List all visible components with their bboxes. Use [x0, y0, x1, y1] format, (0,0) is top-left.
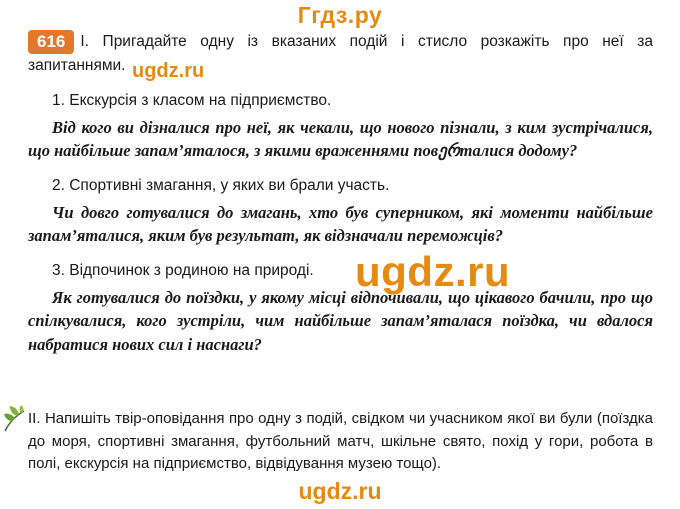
exercise-content — [28, 30, 653, 356]
task-questions-3: Як готувалися до поїздки, у якому місці відпочивали, що цікавого бачили, про що спілкувалися, кого зустріли, чим найбільше запам’яталася поїздка, чи вдалося набратися нових сил і наснаги? — [28, 287, 653, 354]
task-title-3: 3. Відпочинок з родиною на природі. — [52, 261, 314, 279]
exercise-part-two — [28, 408, 653, 476]
task-questions-1: Від кого ви дізналися про неї, як чекали, що нового пізнали, з ким зустрічалися, що найбільше запам’яталося, з якими враженнями повერталися додому? — [28, 117, 653, 161]
watermark-bottom: ugdz.ru — [298, 478, 382, 504]
exercise-number-badge: 616 — [28, 30, 74, 54]
task-title-2: 2. Спортивні змагання, у яких ви брали участь. — [52, 176, 390, 194]
watermark-mid-small: ugdz.ru — [132, 60, 205, 82]
task-title-1: 1. Екскурсія з класом на підприємство. — [52, 91, 332, 109]
exercise-intro-paragraph — [28, 30, 653, 78]
part-one-label: I. — [80, 33, 89, 51]
exercise-intro-text: Пригадайте одну із вказаних подій і стисло розкажіть про неї за запитаннями. — [28, 33, 653, 74]
watermark-mid-large: ugdz.ru — [355, 248, 511, 295]
leaf-icon — [2, 405, 28, 433]
task-questions-2: Чи довго готувалися до змагань, хто був суперником, які моменти найбільше запам’яталися, яким був результат, як відзначали переможців? — [28, 202, 653, 246]
part-two-label: II. — [28, 410, 41, 427]
site-watermark-top: Ггдз.ру — [297, 2, 383, 28]
part-two-text: Напишіть твір-оповідання про одну з подій, свідком чи учасником якої ви були (поїздка до моря, спортивні змагання, футбольний матч, шкільне свято, похід у гори, робота в полі, екскурсія на підприємство, відвідування музею тощо). — [28, 410, 653, 472]
